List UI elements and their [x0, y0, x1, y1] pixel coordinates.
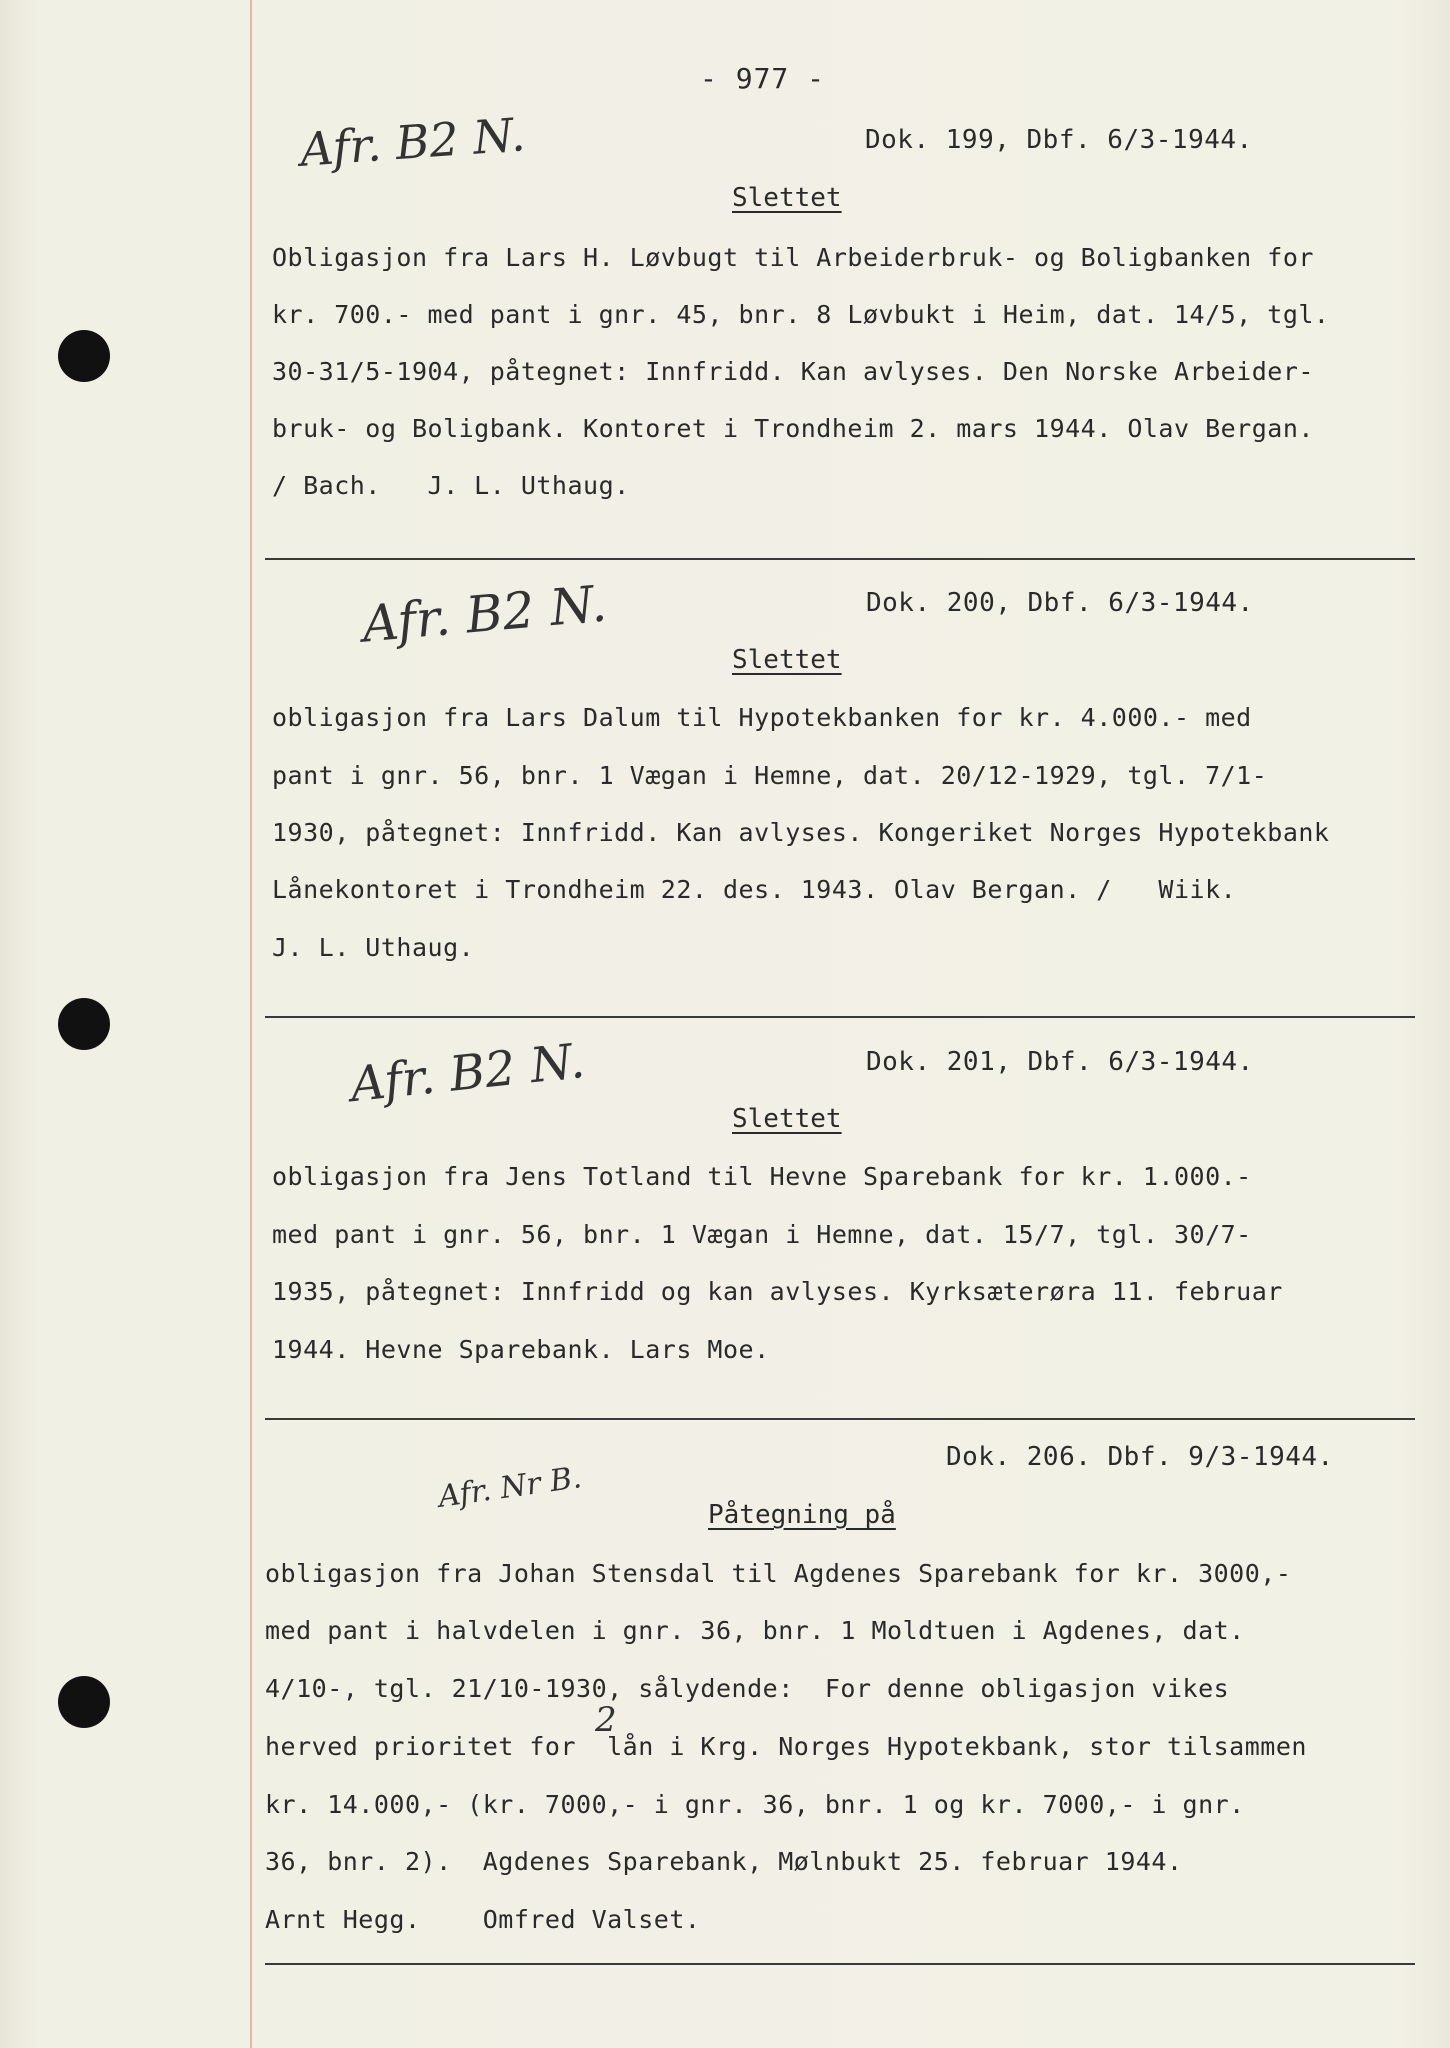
body-line: med pant i halvdelen i gnr. 36, bnr. 1 Moldtuen i Agdenes, dat.: [265, 1616, 1245, 1645]
page-number: - 977 -: [700, 62, 826, 95]
body-line: med pant i gnr. 56, bnr. 1 Vægan i Hemne, dat. 15/7, tgl. 30/7-: [272, 1220, 1252, 1249]
body-line: 1944. Hevne Sparebank. Lars Moe.: [272, 1335, 770, 1364]
body-line: Obligasjon fra Lars H. Løvbugt til Arbeiderbruk- og Boligbanken for: [272, 243, 1314, 272]
margin-note: Afr. B2 N.: [347, 1032, 588, 1114]
body-line: obligasjon fra Lars Dalum til Hypotekbanken for kr. 4.000.- med: [272, 703, 1252, 732]
punch-hole: [58, 330, 110, 382]
punch-hole: [58, 1676, 110, 1728]
body-line: obligasjon fra Jens Totland til Hevne Sparebank for kr. 1.000.-: [272, 1162, 1252, 1191]
doc-reference: Dok. 206. Dbf. 9/3-1944.: [946, 1442, 1334, 1472]
margin-rule: [250, 0, 252, 2048]
body-line: obligasjon fra Johan Stensdal til Agdenes Sparebank for kr. 3000,-: [265, 1559, 1292, 1588]
body-line: Lånekontoret i Trondheim 22. des. 1943. Olav Bergan. / Wiik.: [272, 875, 1237, 904]
section-divider: [265, 1418, 1415, 1420]
body-line: 1930, påtegnet: Innfridd. Kan avlyses. Kongeriket Norges Hypotekbank: [272, 818, 1330, 847]
body-line: 36, bnr. 2). Agdenes Sparebank, Mølnbukt 25. februar 1944.: [265, 1847, 1183, 1876]
section-divider: [265, 558, 1415, 560]
body-line: J. L. Uthaug.: [272, 933, 475, 962]
body-line: pant i gnr. 56, bnr. 1 Vægan i Hemne, dat. 20/12-1929, tgl. 7/1-: [272, 761, 1268, 790]
body-line: kr. 14.000,- (kr. 7000,- i gnr. 36, bnr. 1 og kr. 7000,- i gnr.: [265, 1790, 1245, 1819]
entry-heading: Påtegning på: [708, 1500, 896, 1530]
body-line: bruk- og Boligbank. Kontoret i Trondheim 2. mars 1944. Olav Bergan.: [272, 414, 1314, 443]
entry-heading: Slettet: [732, 645, 842, 675]
doc-reference: Dok. 200, Dbf. 6/3-1944.: [866, 588, 1254, 618]
body-line: herved prioritet for lån i Krg. Norges Hypotekbank, stor tilsammen: [265, 1732, 1307, 1761]
body-line: Arnt Hegg. Omfred Valset.: [265, 1905, 701, 1934]
inserted-number: 2: [595, 1700, 617, 1740]
section-divider: [265, 1016, 1415, 1018]
section-divider: [265, 1963, 1415, 1965]
entry-heading: Slettet: [732, 183, 842, 213]
margin-note: Afr. Nr B.: [436, 1460, 584, 1515]
doc-reference: Dok. 199, Dbf. 6/3-1944.: [865, 125, 1253, 155]
entry-heading: Slettet: [732, 1104, 842, 1134]
punch-hole: [58, 998, 110, 1050]
body-line: / Bach. J. L. Uthaug.: [272, 471, 630, 500]
body-line: 1935, påtegnet: Innfridd og kan avlyses. Kyrksæterøra 11. februar: [272, 1277, 1283, 1306]
body-line: 30-31/5-1904, påtegnet: Innfridd. Kan avlyses. Den Norske Arbeider-: [272, 357, 1314, 386]
margin-note: Afr. B2 N.: [298, 107, 527, 177]
margin-note: Afr. B2 N.: [359, 574, 609, 654]
body-line: 4/10-, tgl. 21/10-1930, sålydende: For denne obligasjon vikes: [265, 1674, 1230, 1703]
body-line: kr. 700.- med pant i gnr. 45, bnr. 8 Løvbukt i Heim, dat. 14/5, tgl.: [272, 300, 1330, 329]
doc-reference: Dok. 201, Dbf. 6/3-1944.: [866, 1047, 1254, 1077]
